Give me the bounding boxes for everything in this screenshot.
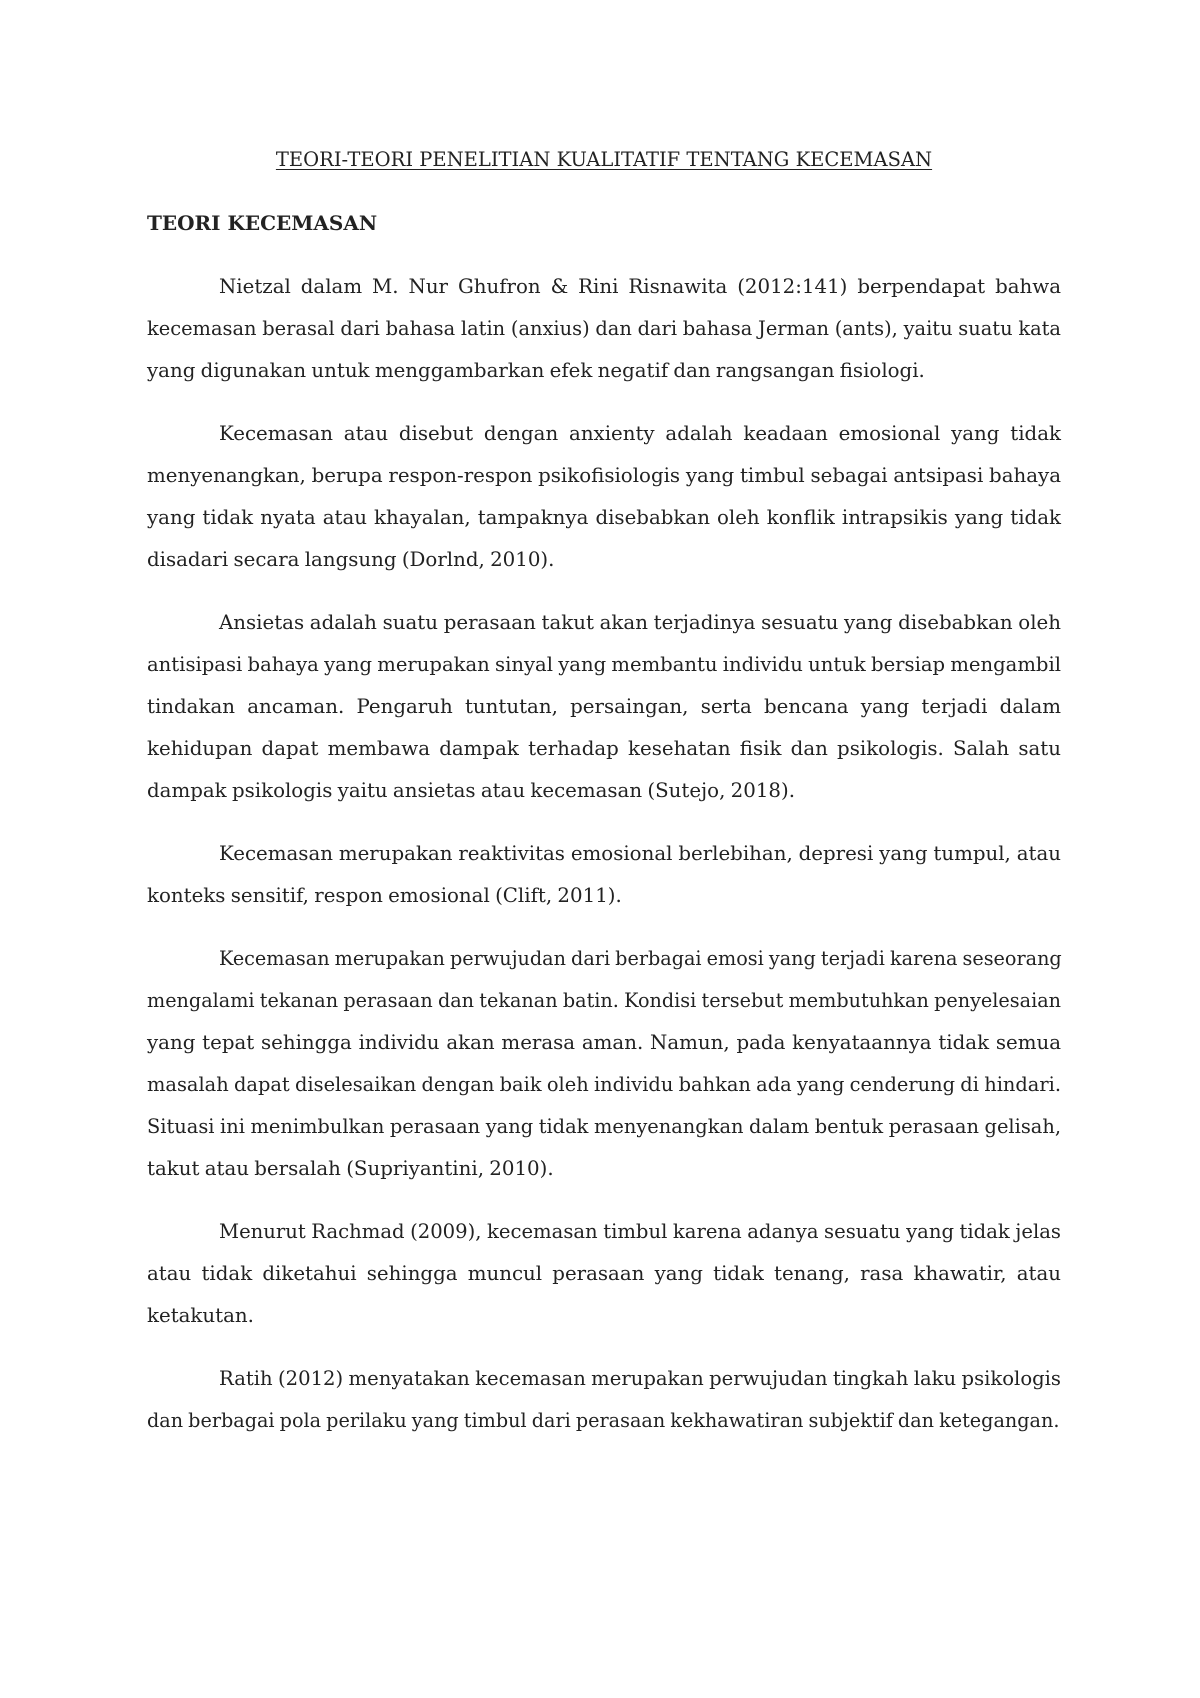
document-body <box>147 266 1061 1463</box>
paragraph-line: kehidupan dapat membawa dampak terhadap kesehatan fisik dan psikologis. Salah satu <box>147 737 1061 760</box>
paragraph-line: takut atau bersalah (Supriyantini, 2010). <box>147 1157 554 1180</box>
paragraph-line: mengalami tekanan perasaan dan tekanan batin. Kondisi tersebut membutuhkan penyelesaian <box>147 989 1061 1012</box>
paragraph-line: disadari secara langsung (Dorlnd, 2010). <box>147 548 555 571</box>
paragraph <box>147 266 1061 392</box>
paragraph-line: Kecemasan atau disebut dengan anxienty adalah keadaan emosional yang tidak <box>219 422 1061 445</box>
paragraph-line: Ansietas adalah suatu perasaan takut akan terjadinya sesuatu yang disebabkan oleh <box>219 611 1061 634</box>
paragraph-line: Nietzal dalam M. Nur Ghufron & Rini Risnawita (2012:141) berpendapat bahwa <box>219 275 1061 298</box>
paragraph-line: atau tidak diketahui sehingga muncul perasaan yang tidak tenang, rasa khawatir, atau <box>147 1262 1061 1285</box>
paragraph-line: Menurut Rachmad (2009), kecemasan timbul karena adanya sesuatu yang tidak jelas <box>219 1220 1061 1243</box>
paragraph-line: konteks sensitif, respon emosional (Clift, 2011). <box>147 884 622 907</box>
paragraph-line: dan berbagai pola perilaku yang timbul dari perasaan kekhawatiran subjektif dan ketegangan. <box>147 1409 1060 1432</box>
paragraph-line: Situasi ini menimbulkan perasaan yang tidak menyenangkan dalam bentuk perasaan gelisah, <box>147 1115 1061 1138</box>
paragraph-line: kecemasan berasal dari bahasa latin (anxius) dan dari bahasa Jerman (ants), yaitu suatu kata <box>147 317 1061 340</box>
document-title: TEORI-TEORI PENELITIAN KUALITATIF TENTANG KECEMASAN <box>275 148 933 171</box>
paragraph <box>147 602 1061 812</box>
paragraph-line: yang tidak nyata atau khayalan, tampaknya disebabkan oleh konflik intrapsikis yang tidak <box>147 506 1061 529</box>
paragraph <box>147 1358 1061 1442</box>
section-heading: TEORI KECEMASAN <box>147 211 378 235</box>
paragraph-line: yang tepat sehingga individu akan merasa aman. Namun, pada kenyataannya tidak semua <box>147 1031 1061 1054</box>
paragraph <box>147 833 1061 917</box>
paragraph-line: menyenangkan, berupa respon-respon psikofisiologis yang timbul sebagai antsipasi bahaya <box>147 464 1061 487</box>
paragraph-line: dampak psikologis yaitu ansietas atau kecemasan (Sutejo, 2018). <box>147 779 796 802</box>
paragraph <box>147 938 1061 1190</box>
paragraph <box>147 1211 1061 1337</box>
paragraph-line: Kecemasan merupakan perwujudan dari berbagai emosi yang terjadi karena seseorang <box>219 947 1062 970</box>
paragraph-line: masalah dapat diselesaikan dengan baik oleh individu bahkan ada yang cenderung di hindari. <box>147 1073 1061 1096</box>
paragraph <box>147 413 1061 581</box>
paragraph-line: Ratih (2012) menyatakan kecemasan merupakan perwujudan tingkah laku psikologis <box>219 1367 1061 1390</box>
paragraph-line: tindakan ancaman. Pengaruh tuntutan, persaingan, serta bencana yang terjadi dalam <box>147 695 1061 718</box>
paragraph-line: ketakutan. <box>147 1304 254 1327</box>
paragraph-line: yang digunakan untuk menggambarkan efek negatif dan rangsangan fisiologi. <box>147 359 925 382</box>
paragraph-line: antisipasi bahaya yang merupakan sinyal yang membantu individu untuk bersiap mengambil <box>147 653 1061 676</box>
paragraph-line: Kecemasan merupakan reaktivitas emosional berlebihan, depresi yang tumpul, atau <box>219 842 1061 865</box>
